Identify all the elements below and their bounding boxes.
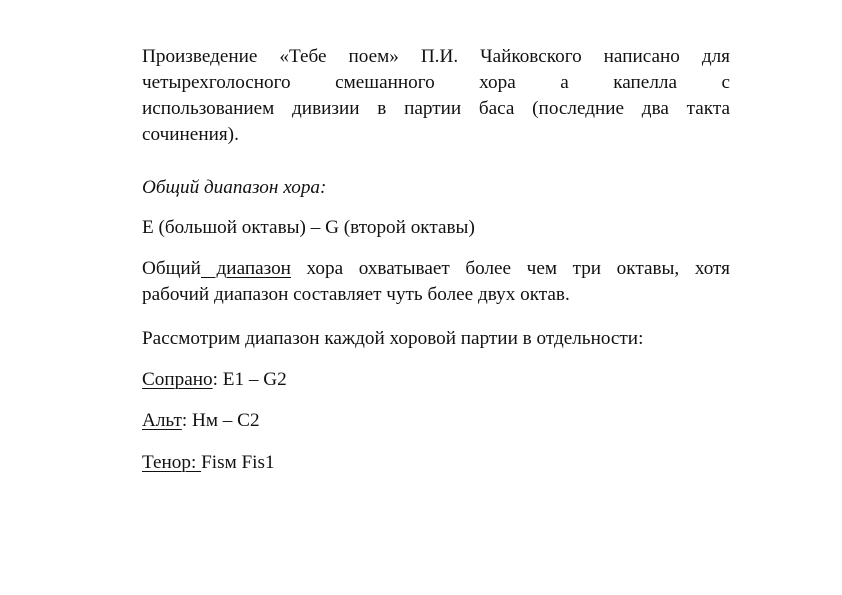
range-paragraph <box>142 256 730 308</box>
paragraph-line: рабочий диапазон составляет чуть более двух октав. <box>142 284 570 305</box>
paragraph-line: использованием дивизии в партии баса (последние два такта <box>142 98 730 119</box>
part-alto <box>142 408 730 434</box>
part-label: Альт <box>142 410 182 431</box>
part-soprano <box>142 367 730 393</box>
paragraph-line: Произведение «Тебе поем» П.И. Чайковского написано для <box>142 46 730 67</box>
intro-paragraph <box>142 44 730 148</box>
range-value: Е (большой октавы) – G (второй октавы) <box>142 217 475 238</box>
part-colon: : <box>212 369 218 390</box>
part-value: E1 – G2 <box>217 369 287 390</box>
paragraph-line: четырехголосного смешанного хора а капелла с <box>142 72 730 93</box>
part-colon: : <box>181 410 188 431</box>
part-label: Сопрано <box>142 369 213 390</box>
text-span: хора охватывает более чем три октавы, хотя <box>290 258 730 279</box>
paragraph-line <box>142 256 730 282</box>
parts-intro: Рассмотрим диапазон каждой хоровой партии в отдельности: <box>142 328 644 349</box>
part-value: Fisм Fis1 <box>201 452 275 473</box>
text-span: Общий <box>142 258 201 279</box>
part-label: Тенор: <box>142 452 202 473</box>
paragraph-line: сочинения). <box>142 124 239 145</box>
range-heading: Общий диапазон хора: <box>142 177 327 198</box>
range-term-link[interactable]: диапазон <box>200 258 291 279</box>
part-tenor <box>142 450 730 476</box>
part-value: Hм – C2 <box>187 410 260 431</box>
